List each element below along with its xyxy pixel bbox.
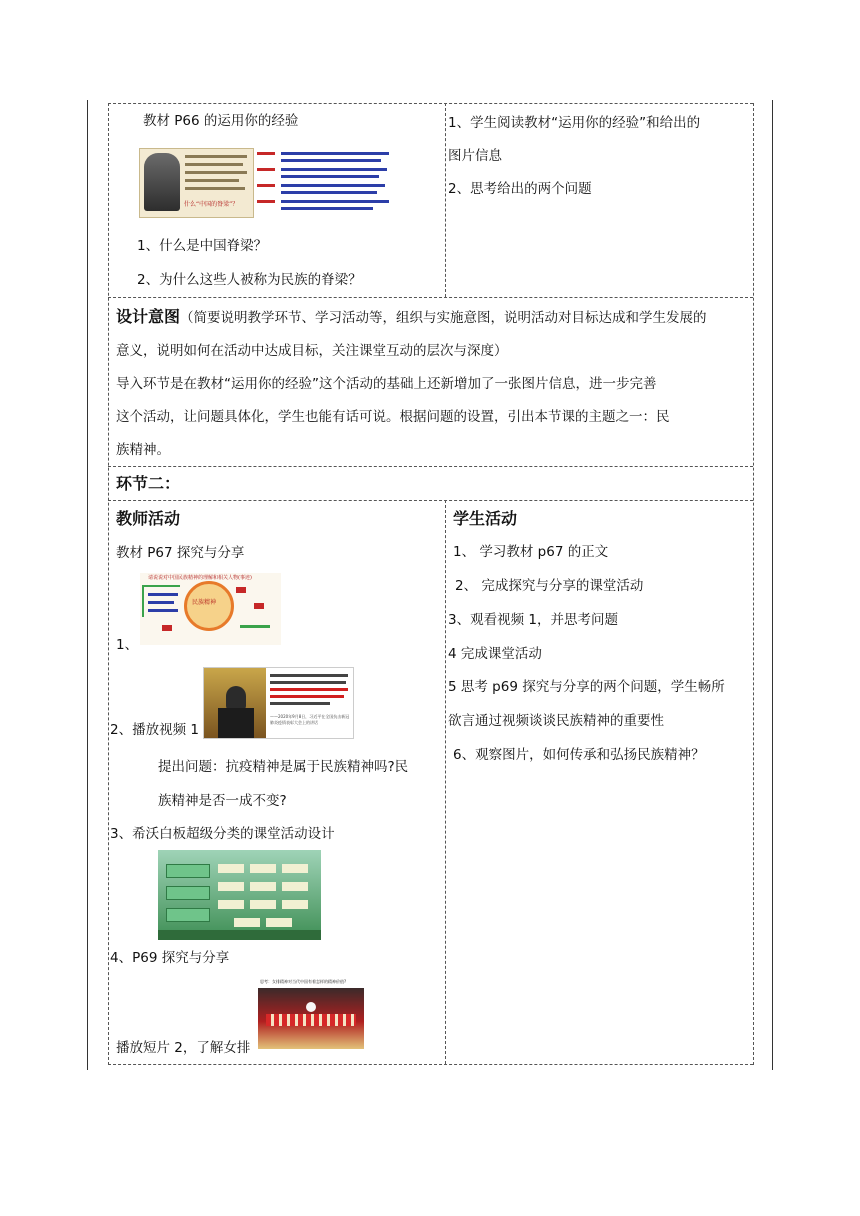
- classification-activity-image: [158, 850, 321, 940]
- teacher-question-a: 提出问题：抗疫精神是属于民族精神吗?民: [158, 759, 409, 775]
- video-1-image: [203, 667, 354, 739]
- row-divider-3: [108, 500, 753, 501]
- table-left-edge: [108, 103, 109, 1065]
- student-intro-2: 2、思考给出的两个问题: [448, 181, 592, 197]
- mindmap-title: 请说说对中国民族精神的理解和相关人物(事迹): [148, 575, 252, 581]
- design-note-b: 意义，说明如何在活动中达成目标，关注课堂互动的层次与深度）: [116, 343, 508, 359]
- student-item-2: 2、 完成探究与分享的课堂活动: [455, 578, 644, 594]
- teacher-item-2: 2、播放视频 1: [110, 722, 199, 738]
- design-intent-block: [116, 300, 748, 467]
- student-activity-heading: 学生活动: [453, 509, 518, 528]
- volleyball-image: [258, 978, 364, 1049]
- design-body-3: 族精神。: [116, 442, 170, 458]
- portrait-image: [139, 148, 254, 218]
- intro-question-1: 1、什么是中国脊梁？: [137, 238, 268, 254]
- mindmap-image: [140, 573, 281, 645]
- student-item-1: 1、 学习教材 p67 的正文: [453, 544, 609, 560]
- column-divider-top: [445, 103, 446, 297]
- student-intro-1a: 1、学生阅读教材“运用你的经验”和给出的: [448, 115, 701, 131]
- student-intro-1b: 图片信息: [448, 148, 502, 164]
- student-item-5b: 欲言通过视频谈谈民族精神的重要性: [448, 713, 664, 729]
- table-right-edge: [753, 103, 754, 1065]
- teacher-intro-title: 教材 P66 的运用你的经验: [143, 113, 299, 129]
- teacher-item-4: 4、P69 探究与分享: [110, 950, 230, 966]
- column-divider-bottom: [445, 500, 446, 1064]
- table-bottom-edge: [108, 1064, 753, 1065]
- heroes-list-image: [255, 148, 395, 216]
- teacher-item-5: 播放短片 2，了解女排: [116, 1040, 251, 1056]
- section-two-heading: 环节二：: [116, 474, 181, 493]
- row-divider-1: [108, 297, 753, 298]
- design-note-a: （简要说明教学环节、学习活动等，组织与实施意图，说明活动对目标达成和学生发展的: [180, 310, 707, 326]
- page-left-border: [87, 100, 88, 1070]
- portrait-question-text: 什么“中国的脊梁”？: [184, 201, 239, 208]
- student-item-3: 3、观看视频 1，并思考问题: [448, 612, 618, 628]
- student-item-4: 4 完成课堂活动: [448, 646, 542, 662]
- design-heading: 设计意图: [116, 307, 181, 326]
- intro-question-2: 2、为什么这些人被称为民族的脊梁？: [137, 272, 362, 288]
- design-body-1: 导入环节是在教材“运用你的经验”这个活动的基础上还新增加了一张图片信息，进一步完善: [116, 376, 657, 392]
- volleyball-title: 思考：女排精神对当代中国有着怎样的精神价值?: [260, 979, 347, 984]
- student-item-6: 6、观察图片，如何传承和弘扬民族精神？: [453, 747, 705, 763]
- teacher-line-1: 教材 P67 探究与分享: [116, 545, 245, 561]
- video-date-text: ——2020年9月8日，习近平在全国抗击新冠肺炎疫情表彰大会上的讲话: [270, 714, 350, 725]
- mindmap-center: 民族精神: [192, 599, 217, 606]
- page-right-border: [772, 100, 773, 1070]
- teacher-question-b: 族精神是否一成不变?: [158, 793, 287, 809]
- design-body-2: 这个活动，让问题具体化，学生也能有话可说。根据问题的设置，引出本节课的主题之一：民: [116, 409, 670, 425]
- teacher-item-3: 3、希沃白板超级分类的课堂活动设计: [110, 826, 335, 842]
- table-top-edge: [108, 103, 753, 104]
- teacher-item-1: 1、: [116, 637, 139, 653]
- student-item-5a: 5 思考 p69 探究与分享的两个问题，学生畅所: [448, 679, 725, 695]
- teacher-activity-heading: 教师活动: [116, 509, 181, 528]
